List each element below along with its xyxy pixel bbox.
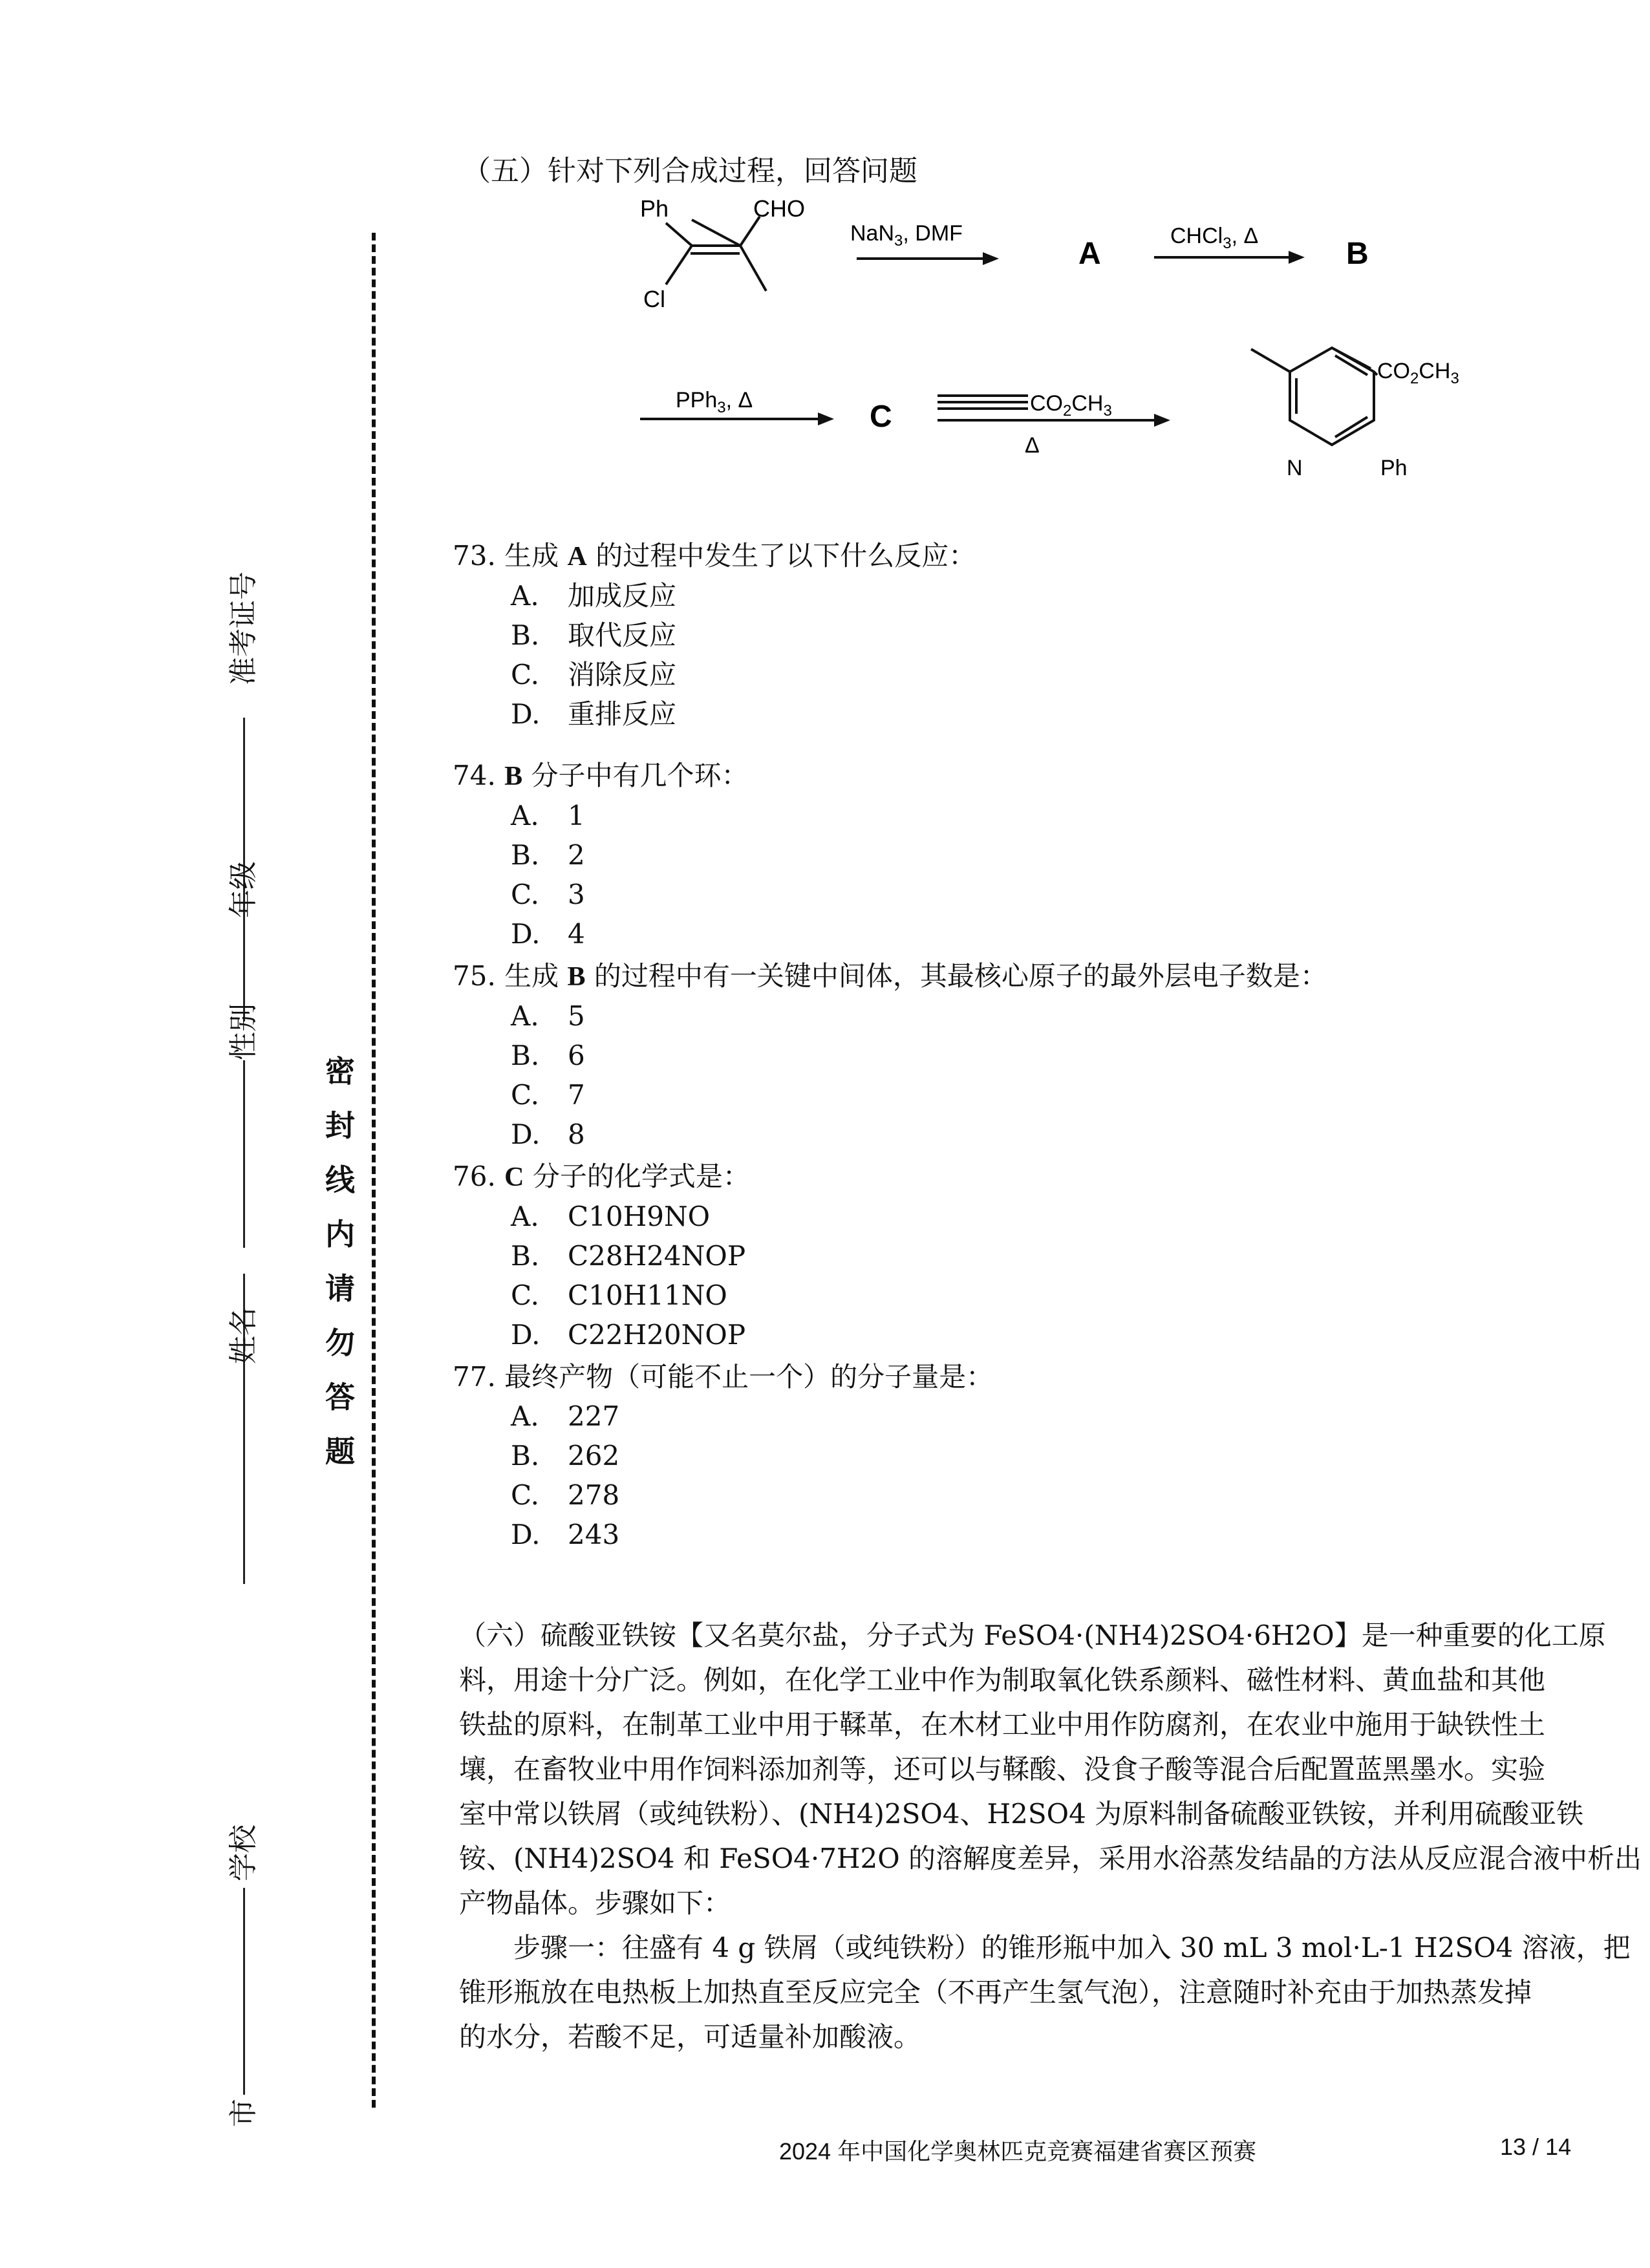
footer-exam-title: 2024 年中国化学奥林匹克竞赛福建省赛区预赛 — [779, 2138, 1257, 2165]
question-77 — [453, 1358, 993, 1554]
bond — [692, 220, 740, 246]
seal-char: 答 — [325, 1380, 355, 1415]
step-one-line: 锥形瓶放在电热板上加热直至反应完全（不再产生氢气泡），注意随时补充由于加热蒸发掉 — [459, 1976, 1532, 2008]
label-name: 姓名 — [227, 1307, 260, 1364]
option[interactable]: A. 5 — [511, 1000, 585, 1032]
option[interactable]: B. 262 — [511, 1440, 620, 1471]
field-line-school — [243, 1888, 245, 2095]
option[interactable]: B. 2 — [511, 839, 585, 871]
paragraph-line: 铁盐的原料，在制革工业中用于鞣革，在木材工业中用作防腐剂，在农业中施用于缺铁性土 — [459, 1709, 1546, 1740]
question-stem: 74. B 分子中有几个环： — [453, 760, 749, 791]
ph-label: Ph — [640, 195, 669, 222]
seal-char: 线 — [325, 1162, 355, 1197]
cho-label: CHO — [753, 195, 805, 222]
question-stem: 76. C 分子的化学式是： — [453, 1161, 750, 1192]
question-75 — [453, 957, 1327, 1154]
arrowhead-step3 — [818, 412, 834, 425]
reagent-pph3: PPh$_3$, Δ — [676, 388, 753, 416]
option[interactable]: C. 7 — [511, 1079, 585, 1111]
compound-b: B — [1346, 237, 1369, 271]
arrowhead-step2 — [1289, 251, 1305, 264]
seal-char: 勿 — [325, 1325, 355, 1360]
option[interactable]: B. 取代反应 — [511, 619, 677, 651]
label-exam-id: 准考证号 — [227, 572, 260, 685]
option[interactable]: D. 243 — [511, 1519, 620, 1550]
seal-char: 封 — [325, 1108, 355, 1143]
option[interactable]: A. 1 — [511, 800, 585, 831]
paragraph-line: 料，用途十分广泛。例如，在化学工业中作为制取氧化铁系颜料、磁性材料、黄血盐和其他 — [459, 1664, 1546, 1696]
paragraph-line: （六）硫酸亚铁铵【又名莫尔盐，分子式为 FeSO4·(NH4)2SO4·6H2O】是一种重要的化工原 — [459, 1620, 1606, 1651]
compound-c: C — [870, 400, 892, 434]
question-stem: 77. 最终产物（可能不止一个）的分子量是： — [453, 1361, 994, 1393]
question-stem: 73. 生成 A 的过程中发生了以下什么反应： — [453, 540, 976, 572]
paragraph-line: 铵、(NH4)2SO4 和 FeSO4·7H2O 的溶解度差异，采用水浴蒸发结晶的方法从反应混合液中析出 — [459, 1843, 1642, 1874]
step-one-line: 的水分，若酸不足，可适量补加酸液。 — [459, 2021, 921, 2053]
option[interactable]: C. 3 — [511, 879, 585, 910]
label-school: 学校 — [227, 1824, 260, 1881]
product-ester: $CO_2CH_3$ — [1377, 359, 1459, 387]
label-city: 市 — [227, 2099, 260, 2127]
option[interactable]: B. C28H24NOP — [511, 1240, 746, 1272]
seal-char: 请 — [325, 1271, 355, 1306]
arrowhead-step4 — [1154, 414, 1170, 427]
seal-char: 题 — [325, 1434, 355, 1469]
paragraph-line: 产物晶体。步骤如下： — [459, 1887, 731, 1919]
step-one-line: 步骤一：往盛有 4 g 铁屑（或纯铁粉）的锥形瓶中加入 30 mL 3 mol·L-1 H2SO4 溶液，把 — [513, 1932, 1631, 1963]
label-gender: 性别 — [227, 1003, 260, 1060]
condition-heat: Δ — [1025, 433, 1040, 458]
option[interactable]: D. C22H20NOP — [511, 1319, 746, 1351]
label-grade: 年级 — [227, 861, 260, 918]
reagent-chcl3: CHCl$_3$, Δ — [1170, 224, 1259, 252]
option[interactable]: C. 消除反应 — [511, 659, 677, 690]
option[interactable]: A. 加成反应 — [511, 580, 677, 612]
reaction-scheme — [0, 0, 1650, 517]
option[interactable]: A. C10H9NO — [511, 1201, 711, 1232]
section-five-title: （五）针对下列合成过程，回答问题 — [462, 155, 917, 187]
bond — [740, 246, 766, 291]
reagent-nan3: NaN$_3$, DMF — [850, 221, 963, 250]
option[interactable]: D. 8 — [511, 1118, 585, 1150]
option[interactable]: D. 4 — [511, 918, 585, 950]
product-ph: Ph — [1380, 456, 1408, 480]
cl-label: Cl — [643, 286, 665, 312]
product-pyridine — [1251, 348, 1377, 445]
option[interactable]: B. 6 — [511, 1040, 585, 1071]
question-74 — [453, 756, 749, 954]
option[interactable]: C. 278 — [511, 1479, 620, 1511]
footer-page-number: 13 / 14 — [1500, 2134, 1572, 2160]
paragraph-line: 壤，在畜牧业中用作饲料添加剂等，还可以与鞣酸、没食子酸等混合后配置蓝黑墨水。实验 — [459, 1753, 1546, 1785]
alkyne-triple-bond — [938, 396, 1028, 409]
bond — [666, 246, 692, 284]
question-73 — [453, 537, 976, 734]
reagent-ester: $CO_2CH_3$ — [1030, 391, 1112, 420]
question-stem: 75. 生成 B 的过程中有一关键中间体，其最核心原子的最外层电子数是： — [453, 960, 1327, 992]
option[interactable]: C. C10H11NO — [511, 1279, 727, 1311]
pyridine-n: N — [1287, 456, 1303, 480]
seal-char: 内 — [325, 1217, 355, 1252]
question-76 — [453, 1157, 750, 1354]
bond — [666, 223, 692, 246]
seal-char: 密 — [325, 1054, 355, 1089]
paragraph-line: 室中常以铁屑（或纯铁粉）、(NH4)2SO4、H2SO4 为原料制备硫酸亚铁铵，并利用硫酸亚铁 — [459, 1798, 1584, 1830]
option[interactable]: A. 227 — [511, 1400, 620, 1432]
field-line-gender — [243, 1060, 245, 1248]
starting-material — [666, 217, 766, 291]
section-six-paragraph — [459, 1613, 1642, 2059]
seal-note — [321, 1044, 359, 1479]
arrowhead-step1 — [983, 252, 999, 265]
option[interactable]: D. 重排反应 — [511, 698, 677, 730]
compound-a: A — [1078, 237, 1101, 271]
